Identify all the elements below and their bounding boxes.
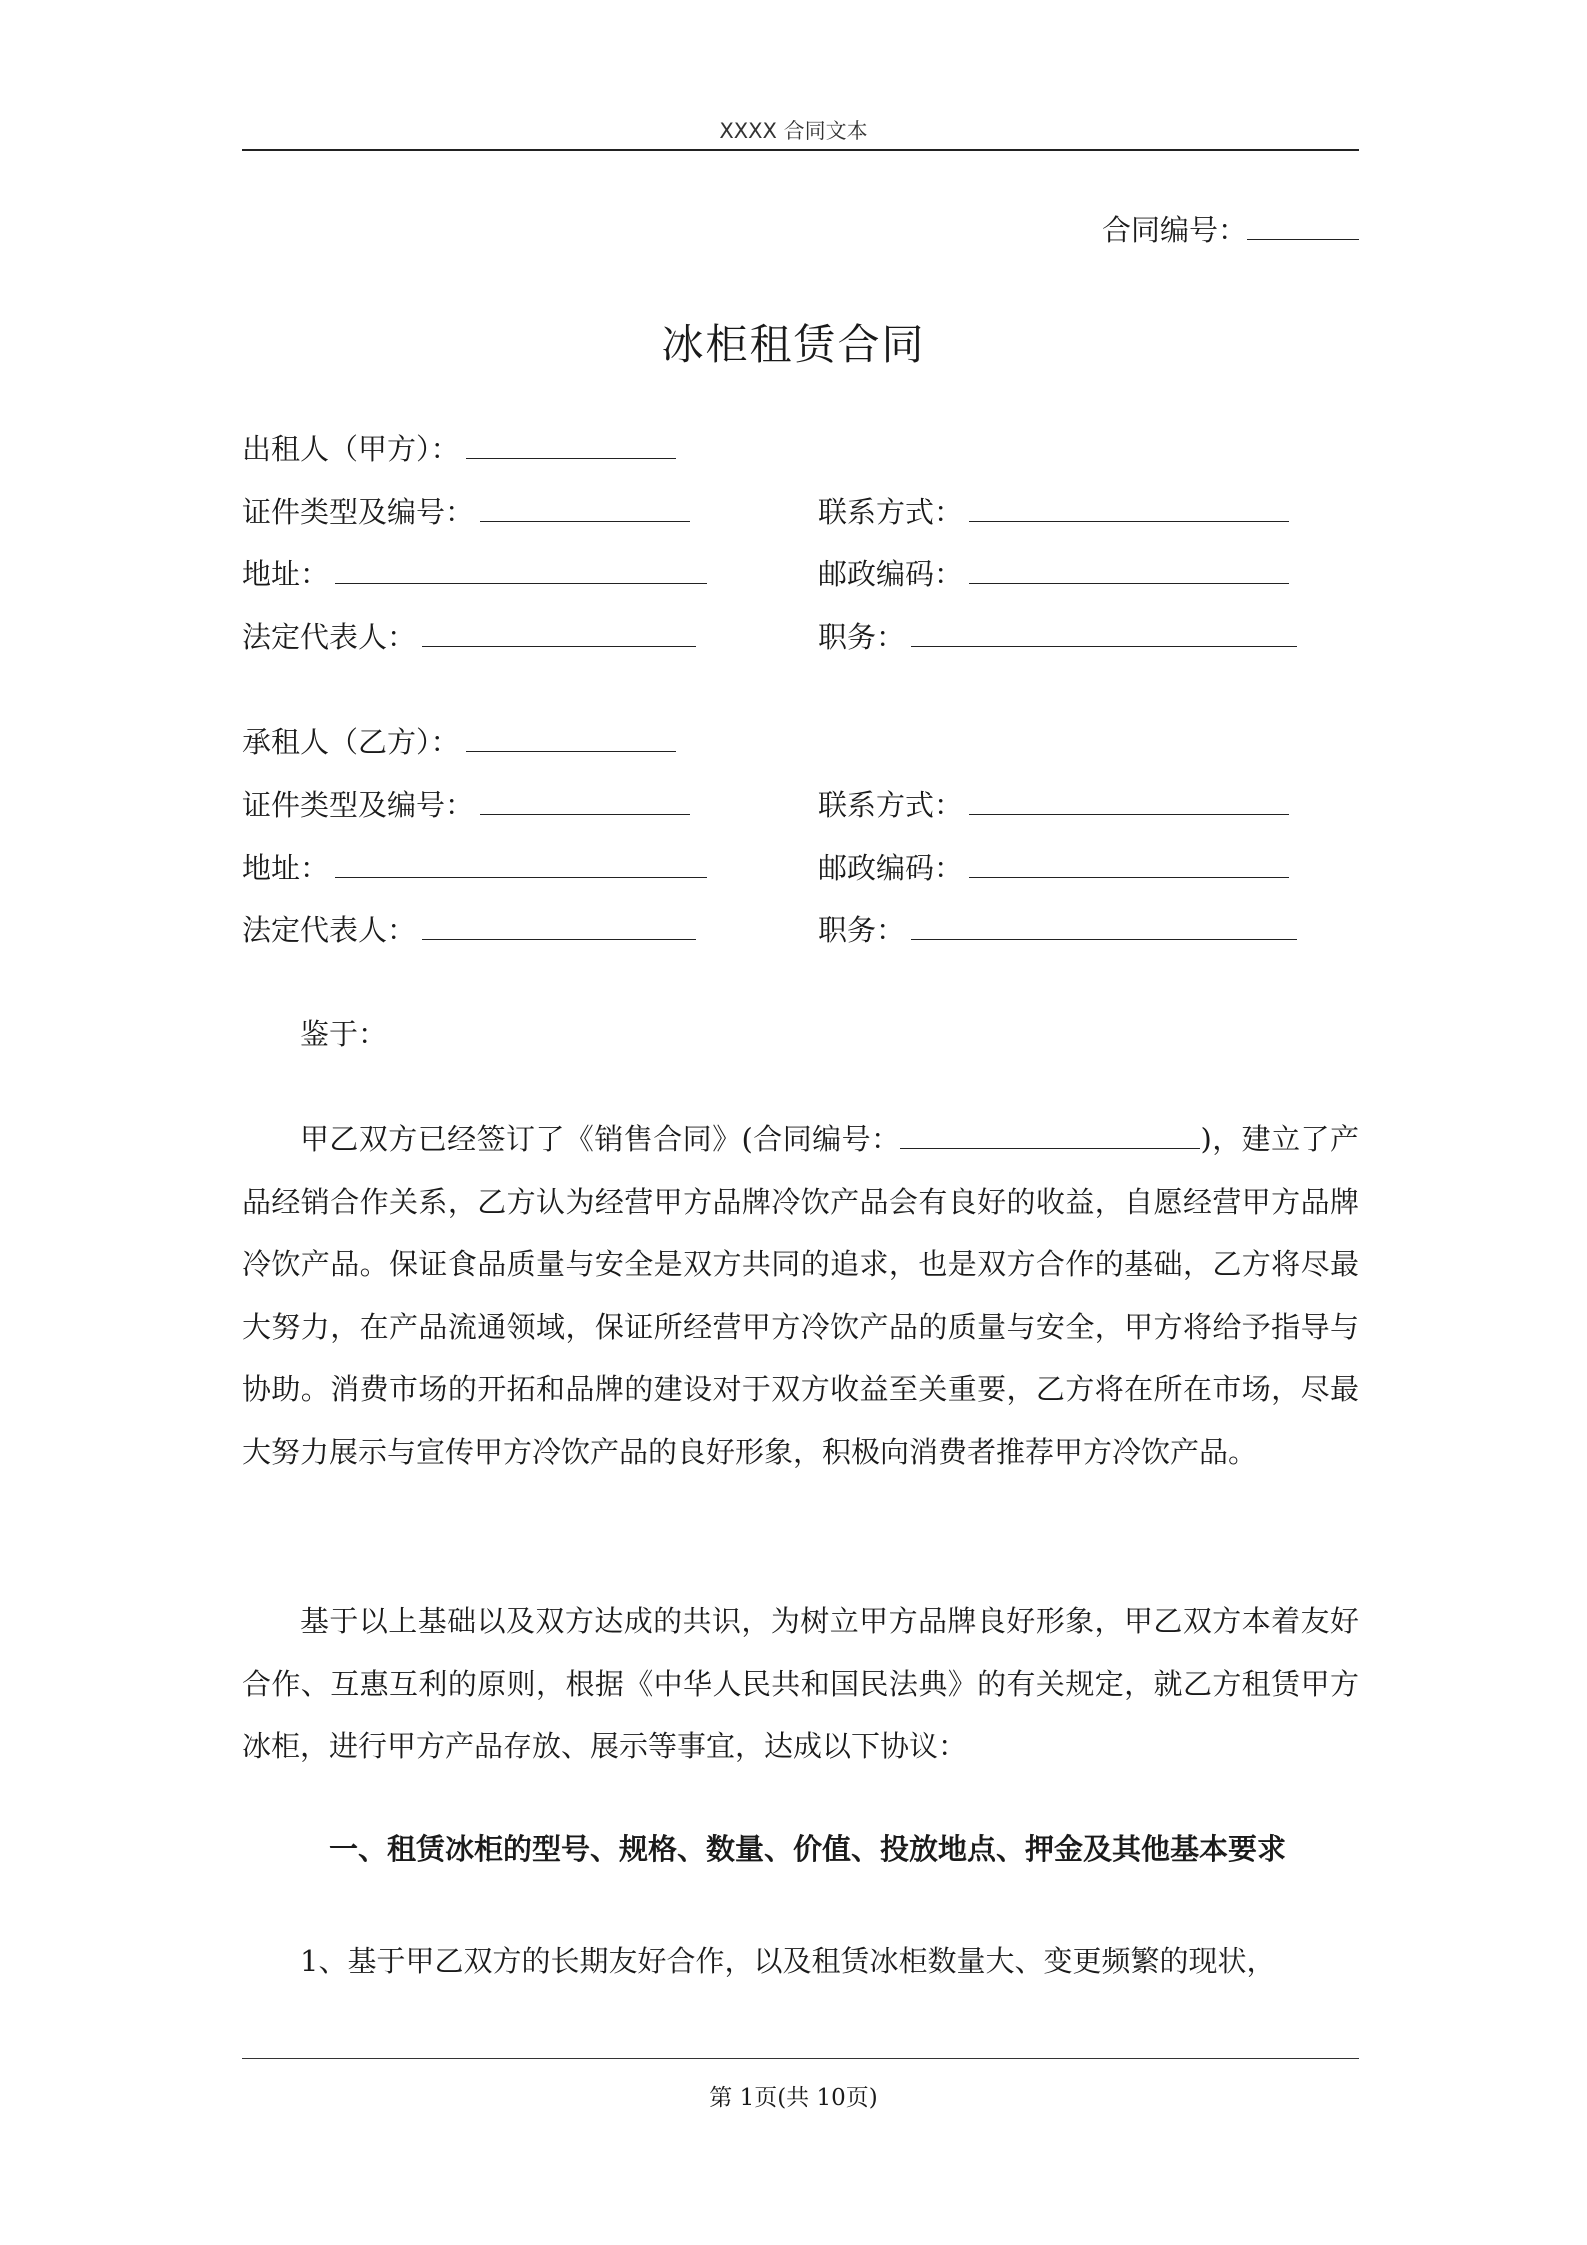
whereas-heading: 鉴于： (300, 1017, 388, 1051)
contract-number-blank (1247, 210, 1359, 240)
contract-number-label: 合同编号： (1101, 213, 1247, 247)
lessee-id-blank (480, 785, 690, 815)
lessee-position-field (818, 910, 1297, 950)
lessee-postcode-field (818, 848, 1289, 888)
lessee-postcode-label: 邮政编码： (818, 851, 964, 885)
section-heading-1: 一、租赁冰柜的型号、规格、数量、价值、投放地点、押金及其他基本要求 (329, 1832, 1287, 1866)
lessor-party-label: 出租人（甲方）： (242, 432, 460, 466)
lessor-address-label: 地址： (242, 557, 330, 591)
lessor-party-blank (466, 429, 676, 459)
lessee-address-label: 地址： (242, 851, 330, 885)
paragraph-basis: 基于以上基础以及双方达成的共识，为树立甲方品牌良好形象，甲乙双方本着友好合作、互惠互利的原则，根据《中华人民共和国民法典》的有关规定，就乙方租赁甲方冰柜，进行甲方产品存放、展示等事宜，达成以下协议： (242, 1604, 1359, 1763)
lessor-contact-blank (969, 492, 1289, 522)
running-header: XXXX 合同文本 (719, 119, 868, 143)
lessee-legal-rep-blank (422, 910, 696, 940)
lessor-postcode-blank (969, 554, 1289, 584)
lessor-id-field (242, 492, 690, 532)
lessee-address-field (242, 848, 707, 888)
lessor-address-field (242, 554, 707, 594)
recitals-text-a: 甲乙双方已经签订了《销售合同》(合同编号： (300, 1122, 901, 1156)
lessor-id-blank (480, 492, 690, 522)
lessee-legal-rep-field (242, 910, 696, 950)
lessor-legal-rep-blank (422, 617, 696, 647)
paragraph-recitals (242, 1108, 1359, 1483)
lessee-contact-label: 联系方式： (818, 788, 964, 822)
lessee-legal-rep-label: 法定代表人： (242, 913, 417, 947)
document-title: 冰柜租赁合同 (661, 320, 926, 369)
lessee-id-field (242, 785, 690, 825)
lessor-position-label: 职务： (818, 620, 906, 654)
lessor-id-label: 证件类型及编号： (242, 495, 475, 529)
page-number: 第 1页(共 10页) (709, 2085, 878, 2111)
lessor-contact-label: 联系方式： (818, 495, 964, 529)
footer-rule (242, 2058, 1359, 2059)
sales-contract-number-blank (900, 1119, 1200, 1149)
lessor-position-field (818, 617, 1297, 657)
lessor-legal-rep-label: 法定代表人： (242, 620, 417, 654)
recitals-text-b: )，建立了产品经销合作关系，乙方认为经营甲方品牌冷饮产品会有良好的收益，自愿经营甲方品牌冷饮产品。保证食品质量与安全是双方共同的追求，也是双方合作的基础，乙方将尽最大努力，在产品流通领域，保证所经营甲方冷饮产品的质量与安全，甲方将给予指导与协助。消费市场的开拓和品牌的建设对于双方收益至关重要，乙方将在所在市场，尽最大努力展示与宣传甲方冷饮产品的良好形象，积极向消费者推荐甲方冷饮产品。 (242, 1122, 1359, 1469)
lessee-party-blank (466, 722, 676, 752)
lessor-party-field (242, 429, 676, 469)
lessee-address-blank (335, 848, 707, 878)
lessor-legal-rep-field (242, 617, 696, 657)
clause-1-1: 1、基于甲乙双方的长期友好合作，以及租赁冰柜数量大、变更频繁的现状， (300, 1944, 1276, 1978)
lessee-position-blank (911, 910, 1297, 940)
lessor-postcode-field (818, 554, 1289, 594)
lessee-party-field (242, 722, 676, 762)
lessor-postcode-label: 邮政编码： (818, 557, 964, 591)
lessee-party-label: 承租人（乙方）： (242, 725, 460, 759)
header-rule (242, 149, 1359, 151)
lessee-contact-blank (969, 785, 1289, 815)
lessee-id-label: 证件类型及编号： (242, 788, 475, 822)
lessor-position-blank (911, 617, 1297, 647)
lessee-contact-field (818, 785, 1289, 825)
lessor-address-blank (335, 554, 707, 584)
lessee-position-label: 职务： (818, 913, 906, 947)
lessee-postcode-blank (969, 848, 1289, 878)
lessor-contact-field (818, 492, 1289, 532)
contract-number-field (1102, 208, 1359, 249)
